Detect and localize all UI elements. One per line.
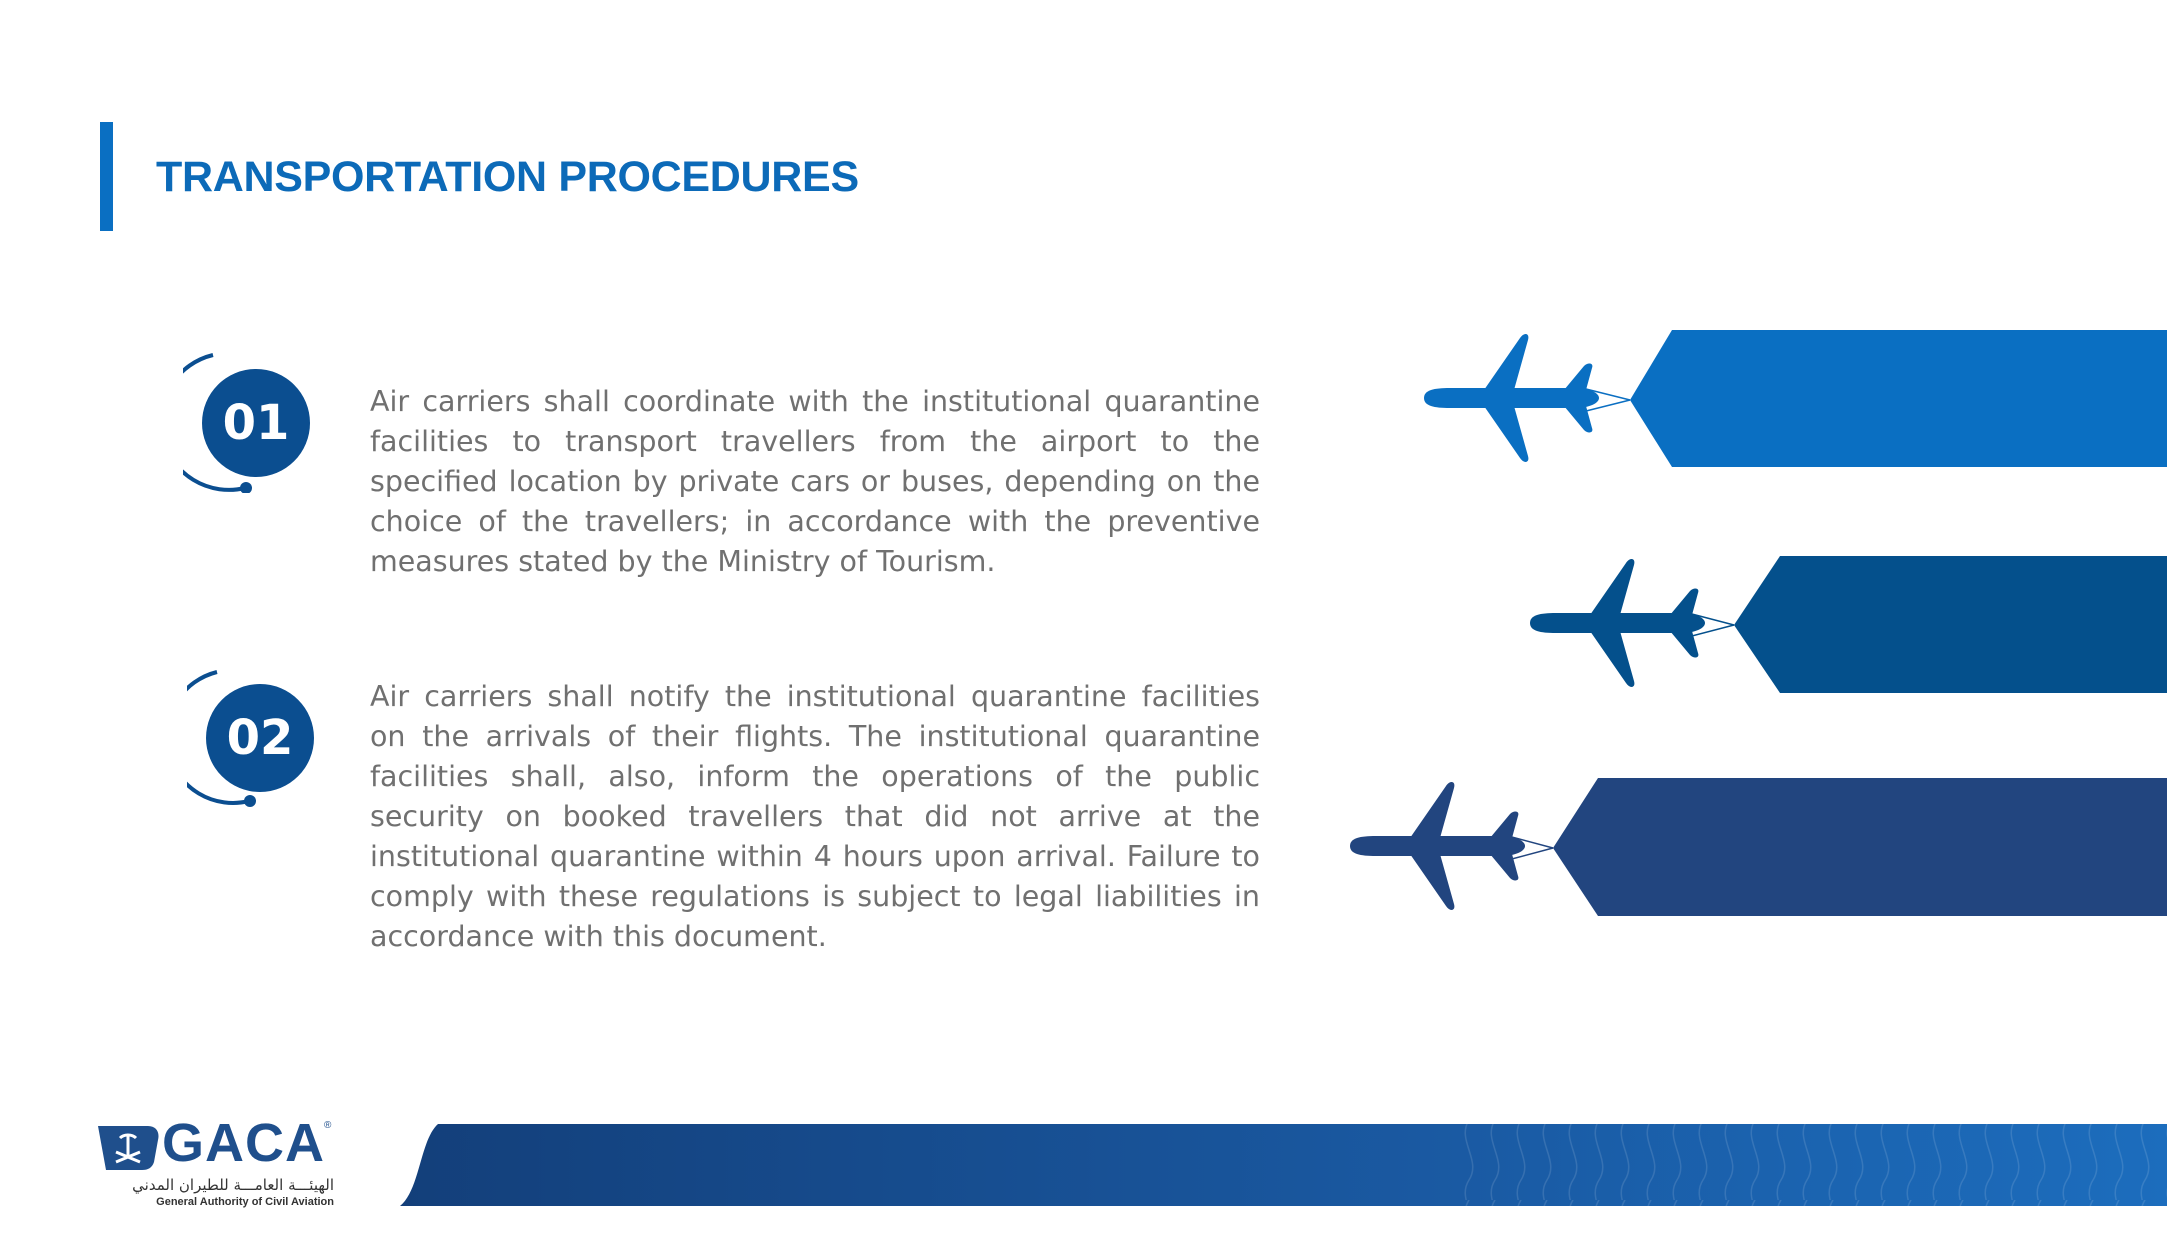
page-title: TRANSPORTATION PROCEDURES: [156, 153, 859, 201]
step-text-01: Air carriers shall coordinate with the institutional quarantine facilities to transport travellers from the airport to the specified location by private cars or buses, depending on the choice of the travellers; in accordance with the preventive measures stated by the Ministry of Tourism.: [370, 385, 1260, 578]
logo-english-name: General Authority of Civil Aviation: [156, 1196, 334, 1208]
gaca-emblem-icon: [98, 1122, 162, 1172]
gaca-logo: [98, 1113, 338, 1210]
step-number: 02: [226, 710, 294, 766]
step-number: 01: [222, 395, 290, 451]
logo-wordmark: GACA: [162, 1113, 325, 1173]
step-text-02: Air carriers shall notify the institutional quarantine facilities on the arrivals of their flights. The institutional quarantine facilities shall, also, inform the operations of the public security on booked travellers that did not arrive at the institutional quarantine within 4 hours upon arrival. Failure to comply with these regulations is subject to legal liabilities in accordance with this document.: [370, 680, 1260, 953]
logo-arabic-name: الهيئـــة العامـــة للطيران المدني: [132, 1176, 334, 1194]
logo-registered-mark: ®: [324, 1120, 332, 1131]
